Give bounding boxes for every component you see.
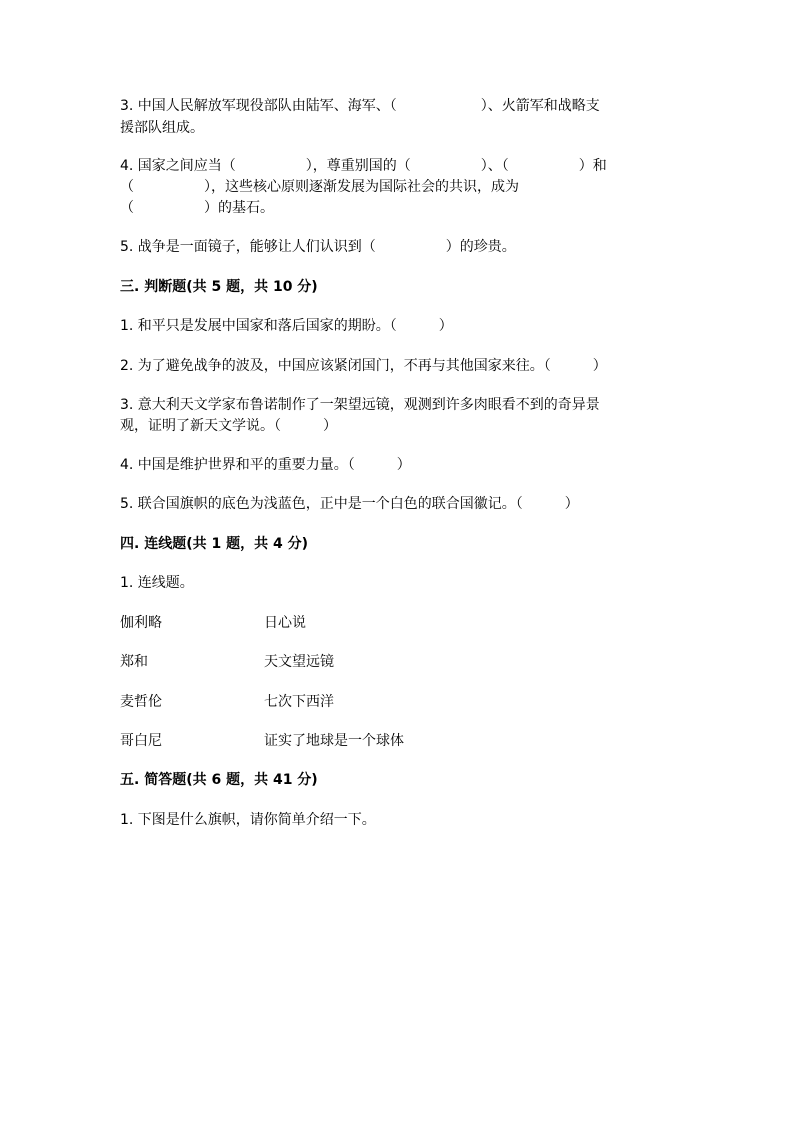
tf-item-2: 2. 为了避免战争的波及，中国应该紧闭国门，不再与其他国家来往。（ ） — [120, 358, 607, 374]
matching-right-4: 证实了地球是一个球体 — [264, 733, 404, 749]
tf-item-4: 4. 中国是维护世界和平的重要力量。（ ） — [120, 457, 411, 473]
fill-q4-line3: （ ）的基石。 — [120, 200, 274, 216]
fill-q3-line1: 3. 中国人民解放军现役部队由陆军、海军、（ ）、火箭军和战略支 — [120, 98, 600, 114]
tf-item-3-line2: 观，证明了新天文学说。（ ） — [120, 418, 337, 434]
matching-left-2: 郑和 — [120, 654, 148, 670]
matching-right-2: 天文望远镜 — [264, 654, 334, 670]
matching-left-4: 哥白尼 — [120, 733, 162, 749]
matching-left-1: 伽利略 — [120, 615, 162, 631]
fill-q3-line2: 援部队组成。 — [120, 120, 204, 136]
tf-item-3-line1: 3. 意大利天文学家布鲁诺制作了一架望远镜，观测到许多肉眼看不到的奇异景 — [120, 397, 600, 413]
fill-q4-line2: （ ），这些核心原则逐渐发展为国际社会的共识，成为 — [120, 179, 519, 195]
fill-q5-line1: 5. 战争是一面镜子，能够让人们认识到（ ）的珍贵。 — [120, 239, 516, 255]
matching-question: 1. 连线题。 — [120, 575, 194, 591]
matching-right-1: 日心说 — [264, 615, 306, 631]
fill-q4-line1: 4. 国家之间应当（ ），尊重别国的（ ）、（ ）和 — [120, 158, 607, 174]
matching-right-3: 七次下西洋 — [264, 694, 334, 710]
short-answer-question-1: 1. 下图是什么旗帜，请你简单介绍一下。 — [120, 812, 376, 828]
section-heading-matching: 四. 连线题(共 1 题，共 4 分) — [120, 536, 308, 552]
matching-left-3: 麦哲伦 — [120, 694, 162, 710]
tf-item-5: 5. 联合国旗帜的底色为浅蓝色，正中是一个白色的联合国徽记。（ ） — [120, 496, 579, 512]
tf-item-1: 1. 和平只是发展中国家和落后国家的期盼。（ ） — [120, 318, 453, 334]
section-heading-short-answer: 五. 简答题(共 6 题，共 41 分) — [120, 772, 318, 788]
section-heading-true-false: 三. 判断题(共 5 题，共 10 分) — [120, 279, 318, 295]
